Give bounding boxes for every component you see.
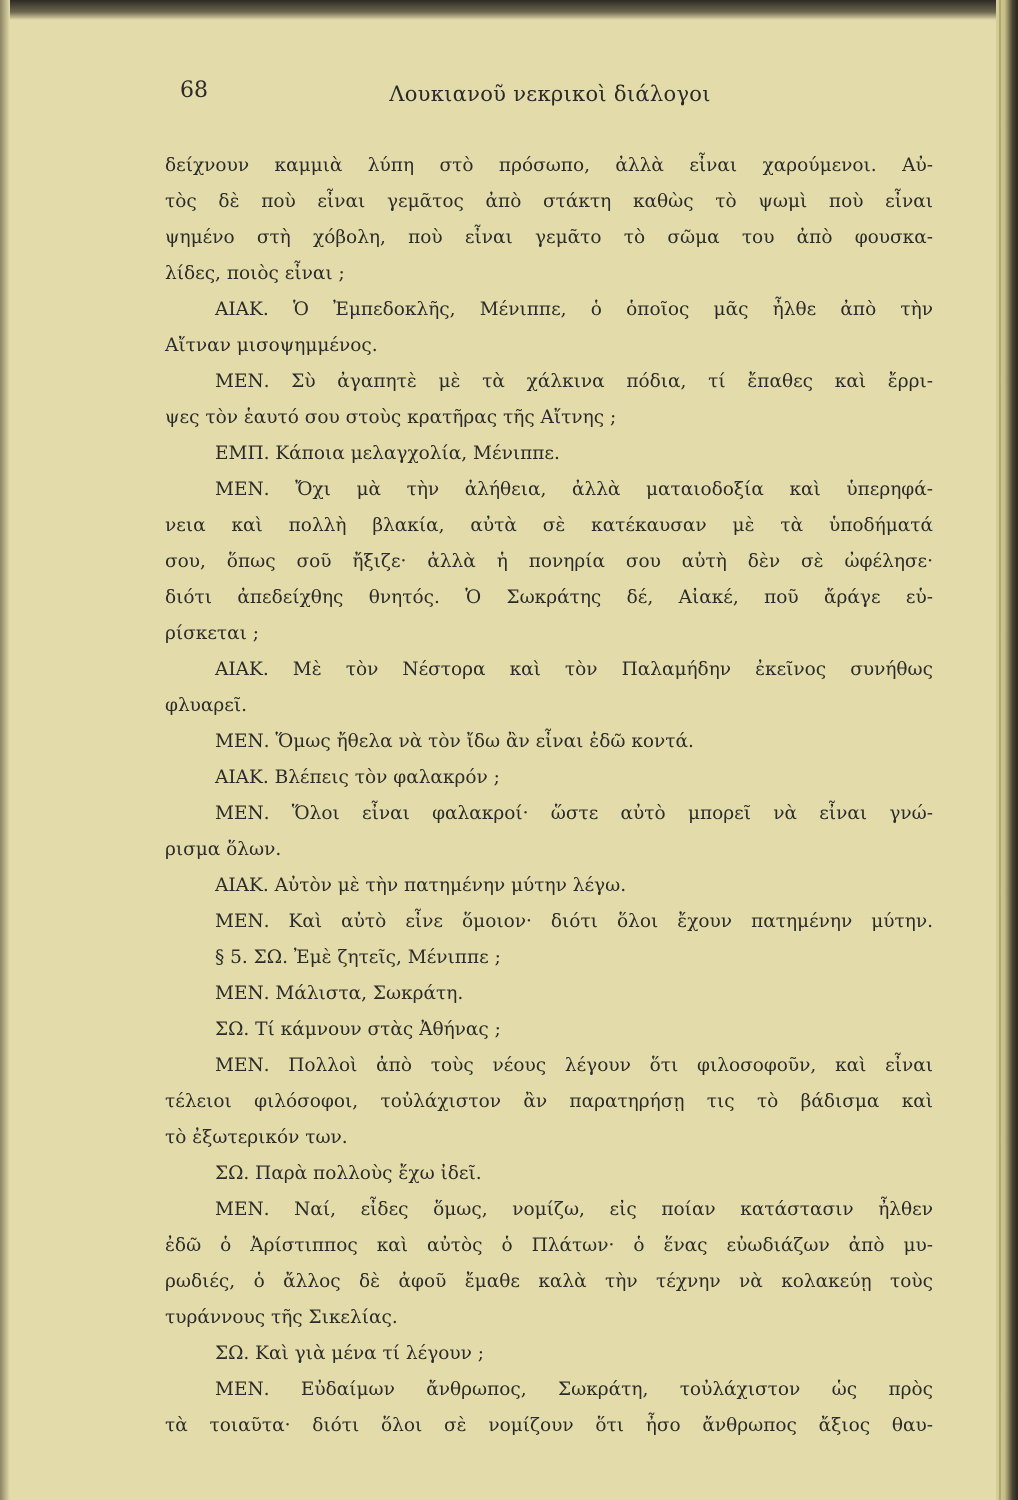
text-line: ΣΩ. Καὶ γιὰ μένα τί λέγουν ;	[215, 1343, 485, 1364]
text-line: ρίσκεται ;	[165, 623, 259, 644]
text-line: ΑΙΑΚ. Ὁ Ἐμπεδοκλῆς, Μένιππε, ὁ ὁποῖος μᾶς ἦλθε ἀπὸ τὴν	[215, 299, 933, 320]
text-line: τὸ ἐξωτερικόν των.	[165, 1127, 348, 1148]
text-line: τὰ τοιαῦτα· διότι ὅλοι σὲ νομίζουν ὅτι ἦσο ἄνθρωπος ἄξιος θαυ-	[165, 1415, 933, 1436]
running-head: Λουκιανοῦ νεκρικοὶ διάλογοι	[389, 82, 711, 106]
text-line: ΕΜΠ. Κάποια μελαγχολία, Μένιππε.	[215, 443, 560, 464]
text-line: ΜΕΝ. Καὶ αὐτὸ εἶνε ὅμοιον· διότι ὅλοι ἔχουν πατημένην μύτην.	[215, 911, 933, 932]
text-line: δείχνουν καμμιὰ λύπη στὸ πρόσωπο, ἀλλὰ εἶναι χαρούμενοι. Αὐ-	[165, 155, 933, 176]
text-line: τὸς δὲ ποὺ εἶναι γεμᾶτος ἀπὸ στάκτη καθὼς τὸ ψωμὶ ποὺ εἶναι	[165, 191, 933, 212]
text-line: ΜΕΝ. Ὄχι μὰ τὴν ἀλήθεια, ἀλλὰ ματαιοδοξία καὶ ὑπερηφά-	[215, 479, 933, 500]
text-line: ΜΕΝ. Μάλιστα, Σωκράτη.	[215, 983, 464, 1004]
text-line: ΜΕΝ. Ὅλοι εἶναι φαλακροί· ὥστε αὐτὸ μπορεῖ νὰ εἶναι γνώ-	[215, 803, 933, 824]
page-left-shadow	[0, 0, 10, 1500]
text-line: ΣΩ. Παρὰ πολλοὺς ἔχω ἰδεῖ.	[215, 1163, 482, 1184]
body-text	[165, 148, 933, 1444]
text-line: διότι ἀπεδείχθης θνητός. Ὁ Σωκράτης δέ, Αἰακέ, ποῦ ἄράγε εὑ-	[165, 587, 933, 608]
text-line: σου, ὅπως σοῦ ἤξιζε· ἀλλὰ ἡ πονηρία σου αὐτὴ δὲν σὲ ὠφέλησε·	[165, 551, 933, 572]
text-line: ΜΕΝ. Ὅμως ἤθελα νὰ τὸν ἴδω ἂν εἶναι ἐδῶ κοντά.	[215, 731, 694, 752]
text-line: Αἴτναν μισοψημμένος.	[165, 335, 378, 356]
page-header	[180, 78, 920, 118]
text-line: ΑΙΑΚ. Μὲ τὸν Νέστορα καὶ τὸν Παλαμήδην ἐκεῖνος συνήθως	[215, 659, 933, 680]
text-line: ΜΕΝ. Εὐδαίμων ἄνθρωπος, Σωκράτη, τοὐλάχιστον ὡς πρὸς	[215, 1379, 933, 1400]
text-line: § 5. ΣΩ. Ἐμὲ ζητεῖς, Μένιππε ;	[215, 947, 501, 968]
text-line: φλυαρεῖ.	[165, 695, 248, 716]
page-top-shadow	[0, 0, 1018, 20]
text-line: ΑΙΑΚ. Αὐτὸν μὲ τὴν πατημένην μύτην λέγω.	[215, 875, 627, 896]
text-line: τυράννους τῆς Σικελίας.	[165, 1307, 398, 1328]
text-line: λίδες, ποιὸς εἶναι ;	[165, 263, 345, 284]
text-line: ψες τὸν ἑαυτό σου στοὺς κρατῆρας τῆς Αἴτνης ;	[165, 407, 617, 428]
text-line: ρωδιές, ὁ ἄλλος δὲ ἀφοῦ ἔμαθε καλὰ τὴν τέχνην νὰ κολακεύῃ τοὺς	[165, 1271, 933, 1292]
text-line: ΜΕΝ. Σὺ ἀγαπητὲ μὲ τὰ χάλκινα πόδια, τί ἔπαθες καὶ ἔρρι-	[215, 371, 933, 392]
text-line: ΜΕΝ. Ναί, εἶδες ὅμως, νομίζω, εἰς ποίαν κατάστασιν ἦλθεν	[215, 1199, 933, 1220]
text-line: ψημένο στὴ χόβολη, ποὺ εἶναι γεμᾶτο τὸ σῶμα του ἀπὸ φουσκα-	[165, 227, 933, 248]
text-line: νεια καὶ πολλὴ βλακία, αὐτὰ σὲ κατέκαυσαν μὲ τὰ ὑποδήματά	[165, 515, 933, 536]
text-line: ΣΩ. Τί κάμνουν στὰς Ἀθήνας ;	[215, 1019, 501, 1040]
text-line: ΜΕΝ. Πολλοὶ ἀπὸ τοὺς νέους λέγουν ὅτι φιλοσοφοῦν, καὶ εἶναι	[215, 1055, 933, 1076]
page-number: 68	[180, 78, 208, 103]
text-line: τέλειοι φιλόσοφοι, τοὐλάχιστον ἂν παρατηρήσῃ τις τὸ βάδισμα καὶ	[165, 1091, 933, 1112]
text-line: ρισμα ὅλων.	[165, 839, 282, 860]
text-line: ΑΙΑΚ. Βλέπεις τὸν φαλακρόν ;	[215, 767, 500, 788]
page-binding-edge	[996, 0, 1018, 1500]
text-line: ἐδῶ ὁ Ἀρίστιππος καὶ αὐτὸς ὁ Πλάτων· ὁ ἕνας εὐωδιάζων ἀπὸ μυ-	[165, 1235, 933, 1256]
